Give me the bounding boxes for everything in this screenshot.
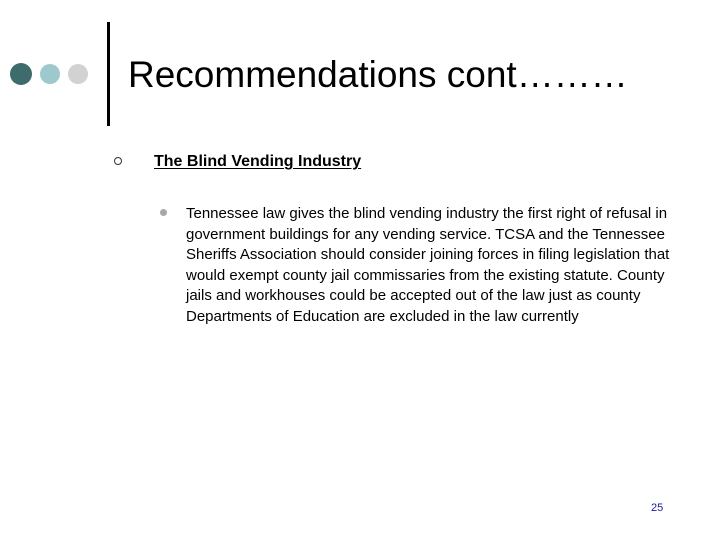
- title-divider: [107, 22, 110, 126]
- slide-title: Recommendations cont………: [128, 54, 628, 95]
- page-number: 25: [651, 502, 664, 514]
- decor-dot-light: [68, 64, 88, 84]
- hollow-bullet-icon: [114, 157, 122, 165]
- decor-dot-dark: [10, 63, 32, 85]
- bullet-heading: The Blind Vending Industry: [154, 153, 362, 170]
- decor-dot-teal: [40, 64, 60, 84]
- bullet-body: Tennessee law gives the blind vending industry the first right of refusal in government buildings for any vending service. TCSA and the Tennessee Sheriffs Association should consider joining forces in filing legislation that would exempt county jail commissaries from the existing statute. County jails and workhouses could be accepted out of the law just as county Departments of Education are excluded in the law currently: [186, 205, 670, 325]
- filled-bullet-icon: [160, 209, 167, 216]
